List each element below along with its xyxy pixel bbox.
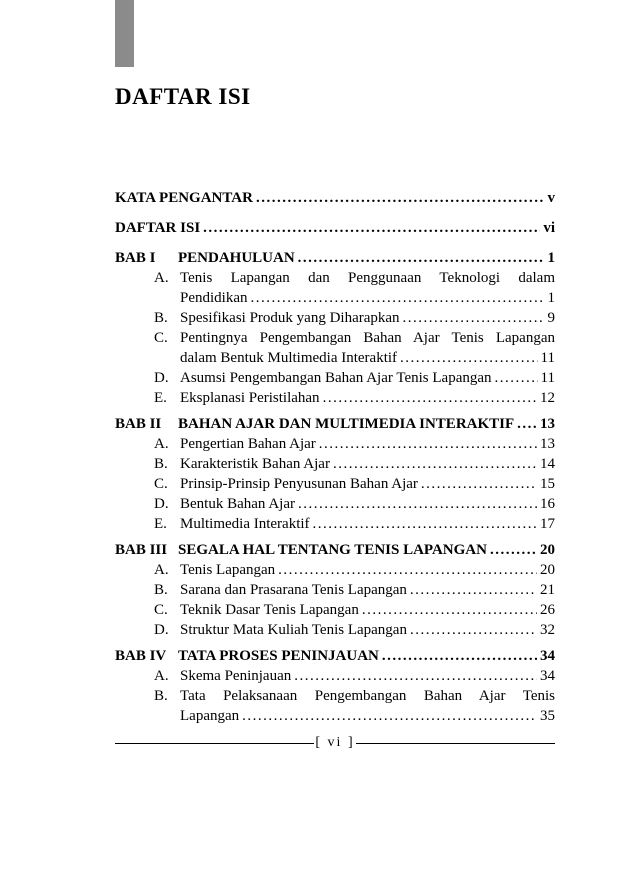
dot-leader [319, 434, 537, 454]
toc-item-line1 [115, 686, 555, 706]
dot-leader [421, 474, 537, 494]
toc-entry-page: v [547, 190, 555, 206]
toc-item [115, 474, 555, 494]
toc-item [115, 514, 555, 534]
dot-leader [203, 218, 540, 238]
toc-entry-page: vi [543, 220, 555, 236]
item-letter: D. [154, 370, 169, 386]
dot-leader [242, 706, 537, 726]
item-page: 15 [540, 476, 555, 492]
toc-item-line1 [115, 268, 555, 288]
item-title: Bentuk Bahan Ajar [180, 496, 295, 512]
toc-item-line2 [115, 706, 555, 726]
dot-leader [517, 414, 537, 434]
item-page: 35 [540, 708, 555, 724]
toc-chapter-heading [115, 540, 555, 560]
toc-item [115, 620, 555, 640]
item-title-continued: dalam Bentuk Multimedia Interaktif [180, 350, 398, 366]
item-letter: B. [154, 688, 168, 704]
item-page: 12 [540, 390, 555, 406]
toc-entry-title: KATA PENGANTAR [115, 190, 253, 206]
item-title: Prinsip-Prinsip Penyusunan Bahan Ajar [180, 476, 418, 492]
item-title: Karakteristik Bahan Ajar [180, 456, 330, 472]
item-page: 17 [540, 516, 555, 532]
dot-leader [298, 248, 545, 268]
dot-leader [490, 540, 537, 560]
item-title: Sarana dan Prasarana Tenis Lapangan [180, 582, 407, 598]
toc-item-line2 [115, 348, 555, 368]
toc-item [115, 328, 555, 368]
footer-rule-right [356, 743, 555, 744]
item-page: 34 [540, 668, 555, 684]
item-page: 11 [540, 350, 555, 366]
item-page: 13 [540, 436, 555, 452]
item-title: Teknik Dasar Tenis Lapangan [180, 602, 359, 618]
item-title: Eksplanasi Peristilahan [180, 390, 320, 406]
chapter-page: 1 [547, 250, 555, 266]
toc-item [115, 368, 555, 388]
dot-leader [400, 348, 538, 368]
toc-item [115, 308, 555, 328]
toc-entry-kata-pengantar [115, 188, 555, 208]
chapter-page: 34 [540, 648, 555, 664]
toc-item [115, 560, 555, 580]
dot-leader [278, 560, 537, 580]
item-letter: D. [154, 622, 169, 638]
toc-chapter-heading [115, 414, 555, 434]
item-title: Struktur Mata Kuliah Tenis Lapangan [180, 622, 407, 638]
dot-leader [256, 188, 545, 208]
item-title: Tenis Lapangan dan Penggunaan Teknologi dalam [180, 270, 555, 286]
chapter-title: TATA PROSES PENINJAUAN [178, 648, 379, 664]
toc-item [115, 580, 555, 600]
item-letter: E. [154, 516, 167, 532]
item-page: 1 [547, 290, 555, 306]
chapter-label: BAB IV [115, 648, 167, 664]
item-letter: E. [154, 390, 167, 406]
item-title: Asumsi Pengembangan Bahan Ajar Tenis Lapangan [180, 370, 492, 386]
footer-page-number: [ vi ] [315, 735, 355, 750]
toc-chapter-heading [115, 646, 555, 666]
chapter-title: SEGALA HAL TENTANG TENIS LAPANGAN [178, 542, 487, 558]
item-letter: B. [154, 456, 168, 472]
toc-chapter-bab-3 [115, 540, 555, 640]
dot-leader [403, 308, 545, 328]
dot-leader [410, 580, 537, 600]
item-title: Tata Pelaksanaan Pengembangan Bahan Ajar Tenis [180, 688, 555, 704]
toc-item [115, 454, 555, 474]
item-letter: A. [154, 668, 169, 684]
chapter-label: BAB III [115, 542, 168, 558]
toc-item [115, 686, 555, 726]
toc-chapter-heading [115, 248, 555, 268]
item-letter: C. [154, 602, 168, 618]
item-letter: A. [154, 270, 169, 286]
toc-chapter-bab-4 [115, 646, 555, 726]
chapter-title: BAHAN AJAR DAN MULTIMEDIA INTERAKTIF [178, 416, 515, 432]
toc-item [115, 388, 555, 408]
item-title: Pengertian Bahan Ajar [180, 436, 316, 452]
dot-leader [362, 600, 537, 620]
dot-leader [495, 368, 538, 388]
page-title: DAFTAR ISI [115, 84, 251, 109]
dot-leader [410, 620, 537, 640]
item-letter: A. [154, 436, 169, 452]
chapter-label: BAB I [115, 250, 156, 266]
item-title-continued: Pendidikan [180, 290, 248, 306]
item-page: 14 [540, 456, 555, 472]
toc-chapter-bab-1 [115, 248, 555, 408]
item-letter: D. [154, 496, 169, 512]
gray-corner-mark [115, 0, 134, 67]
toc-entry-daftar-isi [115, 218, 555, 238]
dot-leader [333, 454, 537, 474]
toc-item [115, 268, 555, 308]
item-page: 9 [547, 310, 555, 326]
item-letter: C. [154, 330, 168, 346]
page-footer [115, 735, 555, 751]
item-letter: B. [154, 310, 168, 326]
item-title-continued: Lapangan [180, 708, 240, 724]
item-title: Multimedia Interaktif [180, 516, 310, 532]
item-page: 21 [540, 582, 555, 598]
footer-rule-left [115, 743, 314, 744]
toc-item-line1 [115, 328, 555, 348]
chapter-page: 20 [540, 542, 555, 558]
toc-item [115, 434, 555, 454]
item-page: 26 [540, 602, 555, 618]
chapter-label: BAB II [115, 416, 162, 432]
item-page: 11 [540, 370, 555, 386]
chapter-title: PENDAHULUAN [178, 250, 295, 266]
dot-leader [294, 666, 537, 686]
toc-item [115, 600, 555, 620]
dot-leader [313, 514, 537, 534]
toc-item [115, 494, 555, 514]
item-letter: C. [154, 476, 168, 492]
item-title: Spesifikasi Produk yang Diharapkan [180, 310, 400, 326]
dot-leader [298, 494, 537, 514]
dot-leader [251, 288, 545, 308]
item-title: Pentingnya Pengembangan Bahan Ajar Tenis Lapangan [180, 330, 555, 346]
toc-item-line2 [115, 288, 555, 308]
toc-item [115, 666, 555, 686]
toc-chapter-bab-2 [115, 414, 555, 534]
dot-leader [382, 646, 537, 666]
chapter-page: 13 [540, 416, 555, 432]
dot-leader [323, 388, 537, 408]
item-title: Tenis Lapangan [180, 562, 276, 578]
item-letter: A. [154, 562, 169, 578]
toc-entry-title: DAFTAR ISI [115, 220, 201, 236]
item-page: 32 [540, 622, 555, 638]
item-title: Skema Peninjauan [180, 668, 292, 684]
item-page: 20 [540, 562, 555, 578]
table-of-contents [115, 188, 555, 726]
item-letter: B. [154, 582, 168, 598]
item-page: 16 [540, 496, 555, 512]
